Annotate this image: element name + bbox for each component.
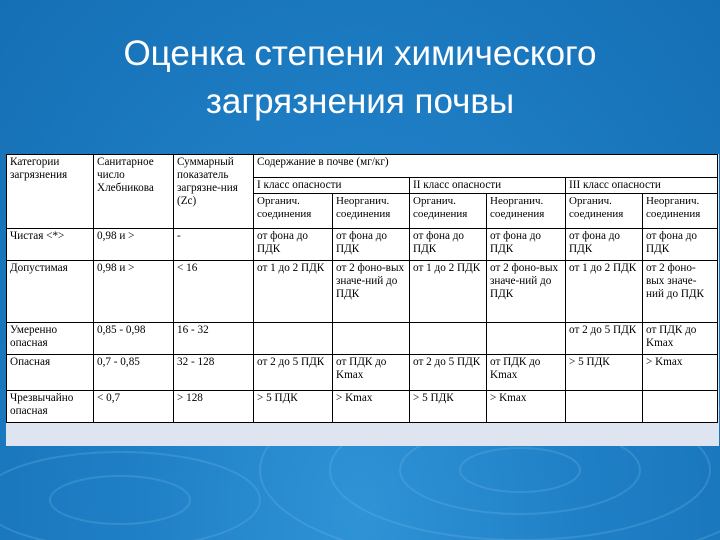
header-class-3: III класс опасности [566,178,718,194]
cell-class-2-organic: > 5 ПДК [410,391,487,423]
table-row-extremely-dangerous [7,391,718,423]
soil-pollution-table [6,154,718,423]
header-class-3-inorganic: Неорганич. соединения [643,194,718,229]
cell-class-3-organic [566,391,643,423]
cell-class-1-inorganic: от 2 фоно-вых значе-ний до ПДК [333,261,410,323]
cell-khlebnikov: 0,98 и > [94,229,174,261]
cell-khlebnikov: < 0,7 [94,391,174,423]
cell-class-2-organic: от 2 до 5 ПДК [410,355,487,391]
cell-khlebnikov: 0,85 - 0,98 [94,323,174,355]
cell-class-2-inorganic: от 2 фоно-вых значе-ний до ПДК [487,261,566,323]
cell-class-3-organic: > 5 ПДК [566,355,643,391]
header-class-1-organic: Органич. соединения [254,194,333,229]
header-class-2: II класс опасности [410,178,566,194]
cell-class-1-organic: от 1 до 2 ПДК [254,261,333,323]
cell-class-1-organic: > 5 ПДК [254,391,333,423]
header-zc: Суммарный показатель загрязне-ния (Zc) [174,155,254,229]
header-content: Содержание в почве (мг/кг) [254,155,718,178]
cell-class-3-organic: от фона до ПДК [566,229,643,261]
cell-class-1-organic [254,323,333,355]
header-khlebnikov: Санитарное число Хлебникова [94,155,174,229]
cell-class-1-inorganic: от ПДК до Kmax [333,355,410,391]
cell-category: Чистая <*> [7,229,94,261]
cell-class-1-organic: от фона до ПДК [254,229,333,261]
table-row-dangerous [7,355,718,391]
cell-class-2-inorganic: > Kmax [487,391,566,423]
cell-category: Умеренно опасная [7,323,94,355]
table-row-permissible [7,261,718,323]
cell-category: Опасная [7,355,94,391]
cell-zc: - [174,229,254,261]
header-class-3-organic: Органич. соединения [566,194,643,229]
cell-class-2-inorganic: от ПДК до Kmax [487,355,566,391]
slide-title-line-2: загрязнения почвы [205,82,515,121]
cell-class-2-organic: от 1 до 2 ПДК [410,261,487,323]
header-class-2-inorganic: Неорганич. соединения [487,194,566,229]
cell-class-2-inorganic [487,323,566,355]
cell-class-3-organic: от 2 до 5 ПДК [566,323,643,355]
cell-class-1-inorganic [333,323,410,355]
slide-title-line-1: Оценка степени химического [123,34,597,73]
cell-zc: > 128 [174,391,254,423]
cell-zc: < 16 [174,261,254,323]
cell-class-3-inorganic: от фона до ПДК [643,229,718,261]
header-class-1: I класс опасности [254,178,410,194]
cell-class-3-inorganic: > Kmax [643,355,718,391]
cell-zc: 32 - 128 [174,355,254,391]
table-panel [6,154,719,446]
header-category: Категории загрязнения [7,155,94,229]
cell-class-1-inorganic: > Kmax [333,391,410,423]
cell-class-3-inorganic: от ПДК до Kmax [643,323,718,355]
cell-khlebnikov: 0,98 и > [94,261,174,323]
slide-title [60,30,660,126]
cell-class-3-organic: от 1 до 2 ПДК [566,261,643,323]
cell-category: Допустимая [7,261,94,323]
cell-class-1-inorganic: от фона до ПДК [333,229,410,261]
header-class-2-organic: Органич. соединения [410,194,487,229]
table-row-clean [7,229,718,261]
cell-zc: 16 - 32 [174,323,254,355]
cell-class-2-organic: от фона до ПДК [410,229,487,261]
cell-category: Чрезвычайно опасная [7,391,94,423]
header-class-1-inorganic: Неорганич. соединения [333,194,410,229]
table-row-moderately-dangerous [7,323,718,355]
cell-class-3-inorganic [643,391,718,423]
cell-class-3-inorganic: от 2 фоно-вых значе-ний до ПДК [643,261,718,323]
cell-khlebnikov: 0,7 - 0,85 [94,355,174,391]
cell-class-2-organic [410,323,487,355]
cell-class-2-inorganic: от фона до ПДК [487,229,566,261]
cell-class-1-organic: от 2 до 5 ПДК [254,355,333,391]
